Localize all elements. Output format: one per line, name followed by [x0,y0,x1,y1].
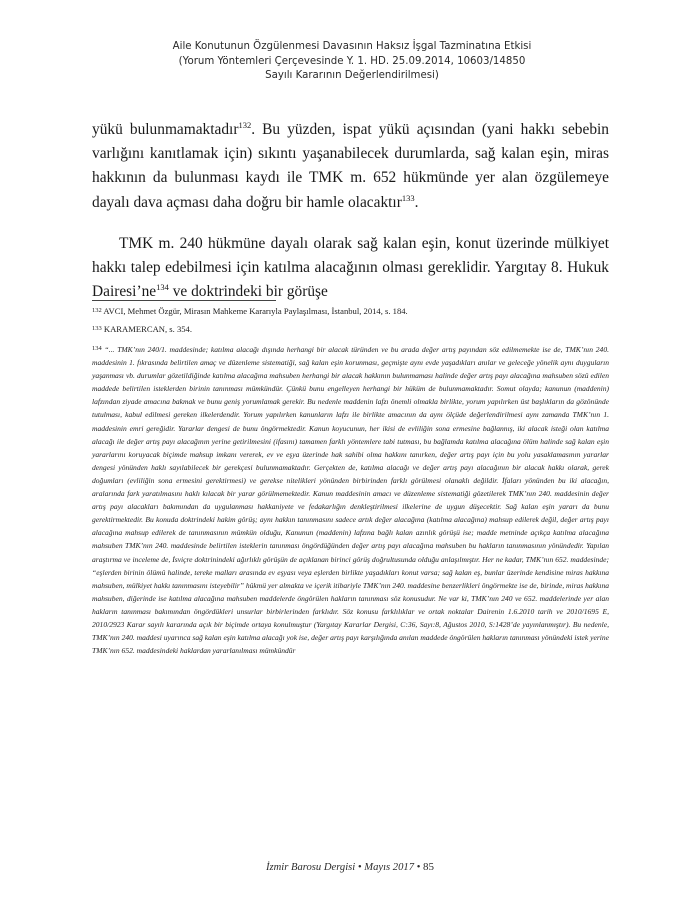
footnote-ref-132[interactable]: 132 [238,119,252,130]
footnote-ref-133[interactable]: 133 [401,192,415,203]
footnote-134 [92,342,609,657]
paragraph-1-text-2: . Bu yüzden, ispat yükü açısından (yani hakkı sebebin varlığını kanıtlamak için) sıkıntı yaşanabilecek durumlarda, sağ kalan eşin, miras hakkının da bulunması kaydı ile TMK m. 652 hükmünde yer alan özgülemeye dayalı dava açması daha doğru bir hamle olacaktır [92,121,609,211]
paragraph-2-text-2: ve doktrindeki bir görüşe [168,283,328,301]
journal-name: İzmir Barosu Dergisi [265,862,356,873]
page-number: 85 [423,861,435,873]
footnote-133 [92,322,609,336]
footnote-number: 133 [92,325,102,332]
paragraph-2-text: TMK m. 240 hükmüne dayalı olarak sağ kalan eşin, konut üzerinde mülkiyet hakkı talep edebilmesi için katılma alacağının olması gereklidir. Yargıtay 8. Hukuk Dairesi’ne [92,235,609,301]
issue-date: Mayıs 2017 [364,862,414,873]
footnote-132 [92,304,609,318]
header-line-2: (Yorum Yöntemleri Çerçevesinde Y. 1. HD. 25.09.2014, 10603/14850 [178,55,526,67]
footnote-text: “... TMK’nın 240/1. maddesinde; katılma alacağı dışında herhangi bir alacak türünden ve bu arada değer artış payından söz edilmemekte ise de, TMK’nın 240. maddesinin 1. fıkrasında belirtilen amaç ve düzenleme sistematiği, sağ kalan eşin korunması, geçmişte aynı evde yaşadıkları anılar ve geleceğe yönelik aynı duyguların yaşanması vb. durumlar gözetildiğinde katılma alacağına mahsuben herhangi bir alacak hakkının bulunmaması halinde değer artış payı alacağına mahsuben sözü edilen maddede belirtilen isteklerden birinin tanınması mümkündür. Çünkü bunu engelleyen herhangi bir hüküm de bulunmamaktadır. Somut olayda; kanunun (maddenin) lafzından ziyade amacına bakmak ve bunu geniş yorumlamak gerekir. Bu nedenle maddenin lafzı önemli olmakla birlikte, yorum yapılırken üst başlıkların da gözönünde tutulması, kabul edilmesi gereken ilkelerdendir. Yorum yapılırken kanunların lafzı ile birlikte amacının da aynı ölçüde değerlendirilmesi aynı zamanda TMK’nın 1. maddesinin emri gereğidir. Yararlar dengesi de bunu öngörmektedir. Kanun koyucunun, her ikisi de evliliğin sona ermesine bağlannış, iki alacak isteği olan katılma alacağı ile değer artış payı alacağının yerine getirilmesini (ifasını) tamamen farklı yöntemlere tabi tutması, bu bağlamda katılma alacağına ölüm halinde sağ kalan eşin yararlarını koruyacak biçimde mahsup imkanı vererek, ev ve eşya üzerinde hak sahibi olma hakkını tanırken, değer artış payı için bu yolu yasaklamasının yararlar dengesi yönünden haklı sayılabilecek bir gerekçesi bulunmamaktadır. Gerçekten de, katılma alacağı ve değer artış payı alacağının bir alacak hakkı olarak, gerek doğumları (evliliğin sona ermesini gerektirmesi) ve gerekse nitelikleri yönünden birbirinden farklı görülmesi olanaklı değildir. İfaları yönünden bu iki alacağın, aralarında fark yaratılmasını haklı kılacak bir yarar görülmemektedir. Kanun maddesinin amacı ve düzenleme sistematiği gözetilerek TMK’nın 240. maddesinin değer artış payı alacakları bakımından da uygulanması hakkaniyete ve fedakarlığın denkleştirilmesi ilkelerine de uygun düşecektir. Sağ kalan eşin yararı da bunu gerektirmektedir. Bu konuda doktrindeki hakim görüş; aynı hakkın tanınmasını sadece artık değer alacağına (katılma alacağına) mahsup edilerek değil, değer artış payı alacağına mahsup edilerek de tanınmasının mümkün olduğu, Kanunun (maddenin) lafzına bağlı kalan azınlık görüşü ise; madde metninde açıkça katılma alacağına mahsuben TMK’nın 240. maddesinde belirtilen isteklerin tanınması öngördüğünden değer artış payı alacağına mahsuben bu hakların tanınmasının yönündedir. Yapılan araştırma ve inceleme de, İsviçre doktrinindeki ağırlıklı görüşün de açıklanan birinci görüş doğrultusunda olduğu anlaşılmıştır. Her ne kadar, TMK’nın 652. maddesinde; “eşlerden birinin ölümü halinde, tereke malları arasında ev eşyası veya eşlerden birlikte yaşadıkları konut varsa; sağ kalan eş, bunlar üzerinde kendisine miras hakkına mahsuben, mülkiyet hakkı tanınmasını isteyebilir” hükmü yer almakta ve içerik itibariyle TMK’nın 240. maddesine benzerlikleri öngörmekte ise de, birinde, miras hakkına mahsuben, diğerinde ise katılma alacağına mahsuben maddelerde öngörülen hakların tanınması söz konusudur. Ne var ki, TMK’nın 240 ve 652. maddelerinde yer alan hakların tanınması bakımından öngördükleri unsurlar birbirlerinden farklıdır. Söz konusu farklılıklar ve ortak noktalar Dairenin 1.6.2010 tarih ve 2010/1695 E, 2010/2923 Karar sayılı kararında açık bir biçimde ortaya konulmuştur (Yargıtay Kararlar Dergisi, C:36, Sayı:8, Ağustos 2010, S:1428’de yayınlanmıştır). Bu nedenle, TMK’nın 240. maddesi uyarınca sağ kalan eşin katılma alacağı yok ise, değer artış payı karşılığında anılan maddede öngörülen hakların tanınması yönündeki istek yerine TMK’nın 652. maddesindeki haklardan yararlanılması mümkündür [92,345,609,656]
paragraph-1 [92,118,609,215]
footnote-number: 134 [92,345,102,352]
paragraph-2 [92,232,609,305]
paragraph-1-text-3: . [414,193,419,211]
header-line-3: Sayılı Kararının Değerlendirilmesi) [265,70,439,82]
paragraph-1-text: yükü bulunmamaktadır [92,121,239,138]
header-line-1: Aile Konutunun Özgülenmesi Davasının Haksız İşgal Tazminatına Etkisi [172,41,532,52]
page-footer [0,861,700,873]
footnote-ref-134[interactable]: 134 [156,282,169,293]
footnote-text: AVCI, Mehmet Özgür, Mirasın Mahkeme Kararıyla Paylaşılması, İstanbul, 2014, s. 184. [101,306,408,316]
running-header [118,40,586,84]
footer-bullet: • [416,862,421,873]
footnote-separator [92,300,276,301]
footnote-text: KARAMERCAN, s. 354. [101,324,192,334]
footer-bullet: • [357,862,362,873]
footnote-number: 132 [92,307,102,314]
